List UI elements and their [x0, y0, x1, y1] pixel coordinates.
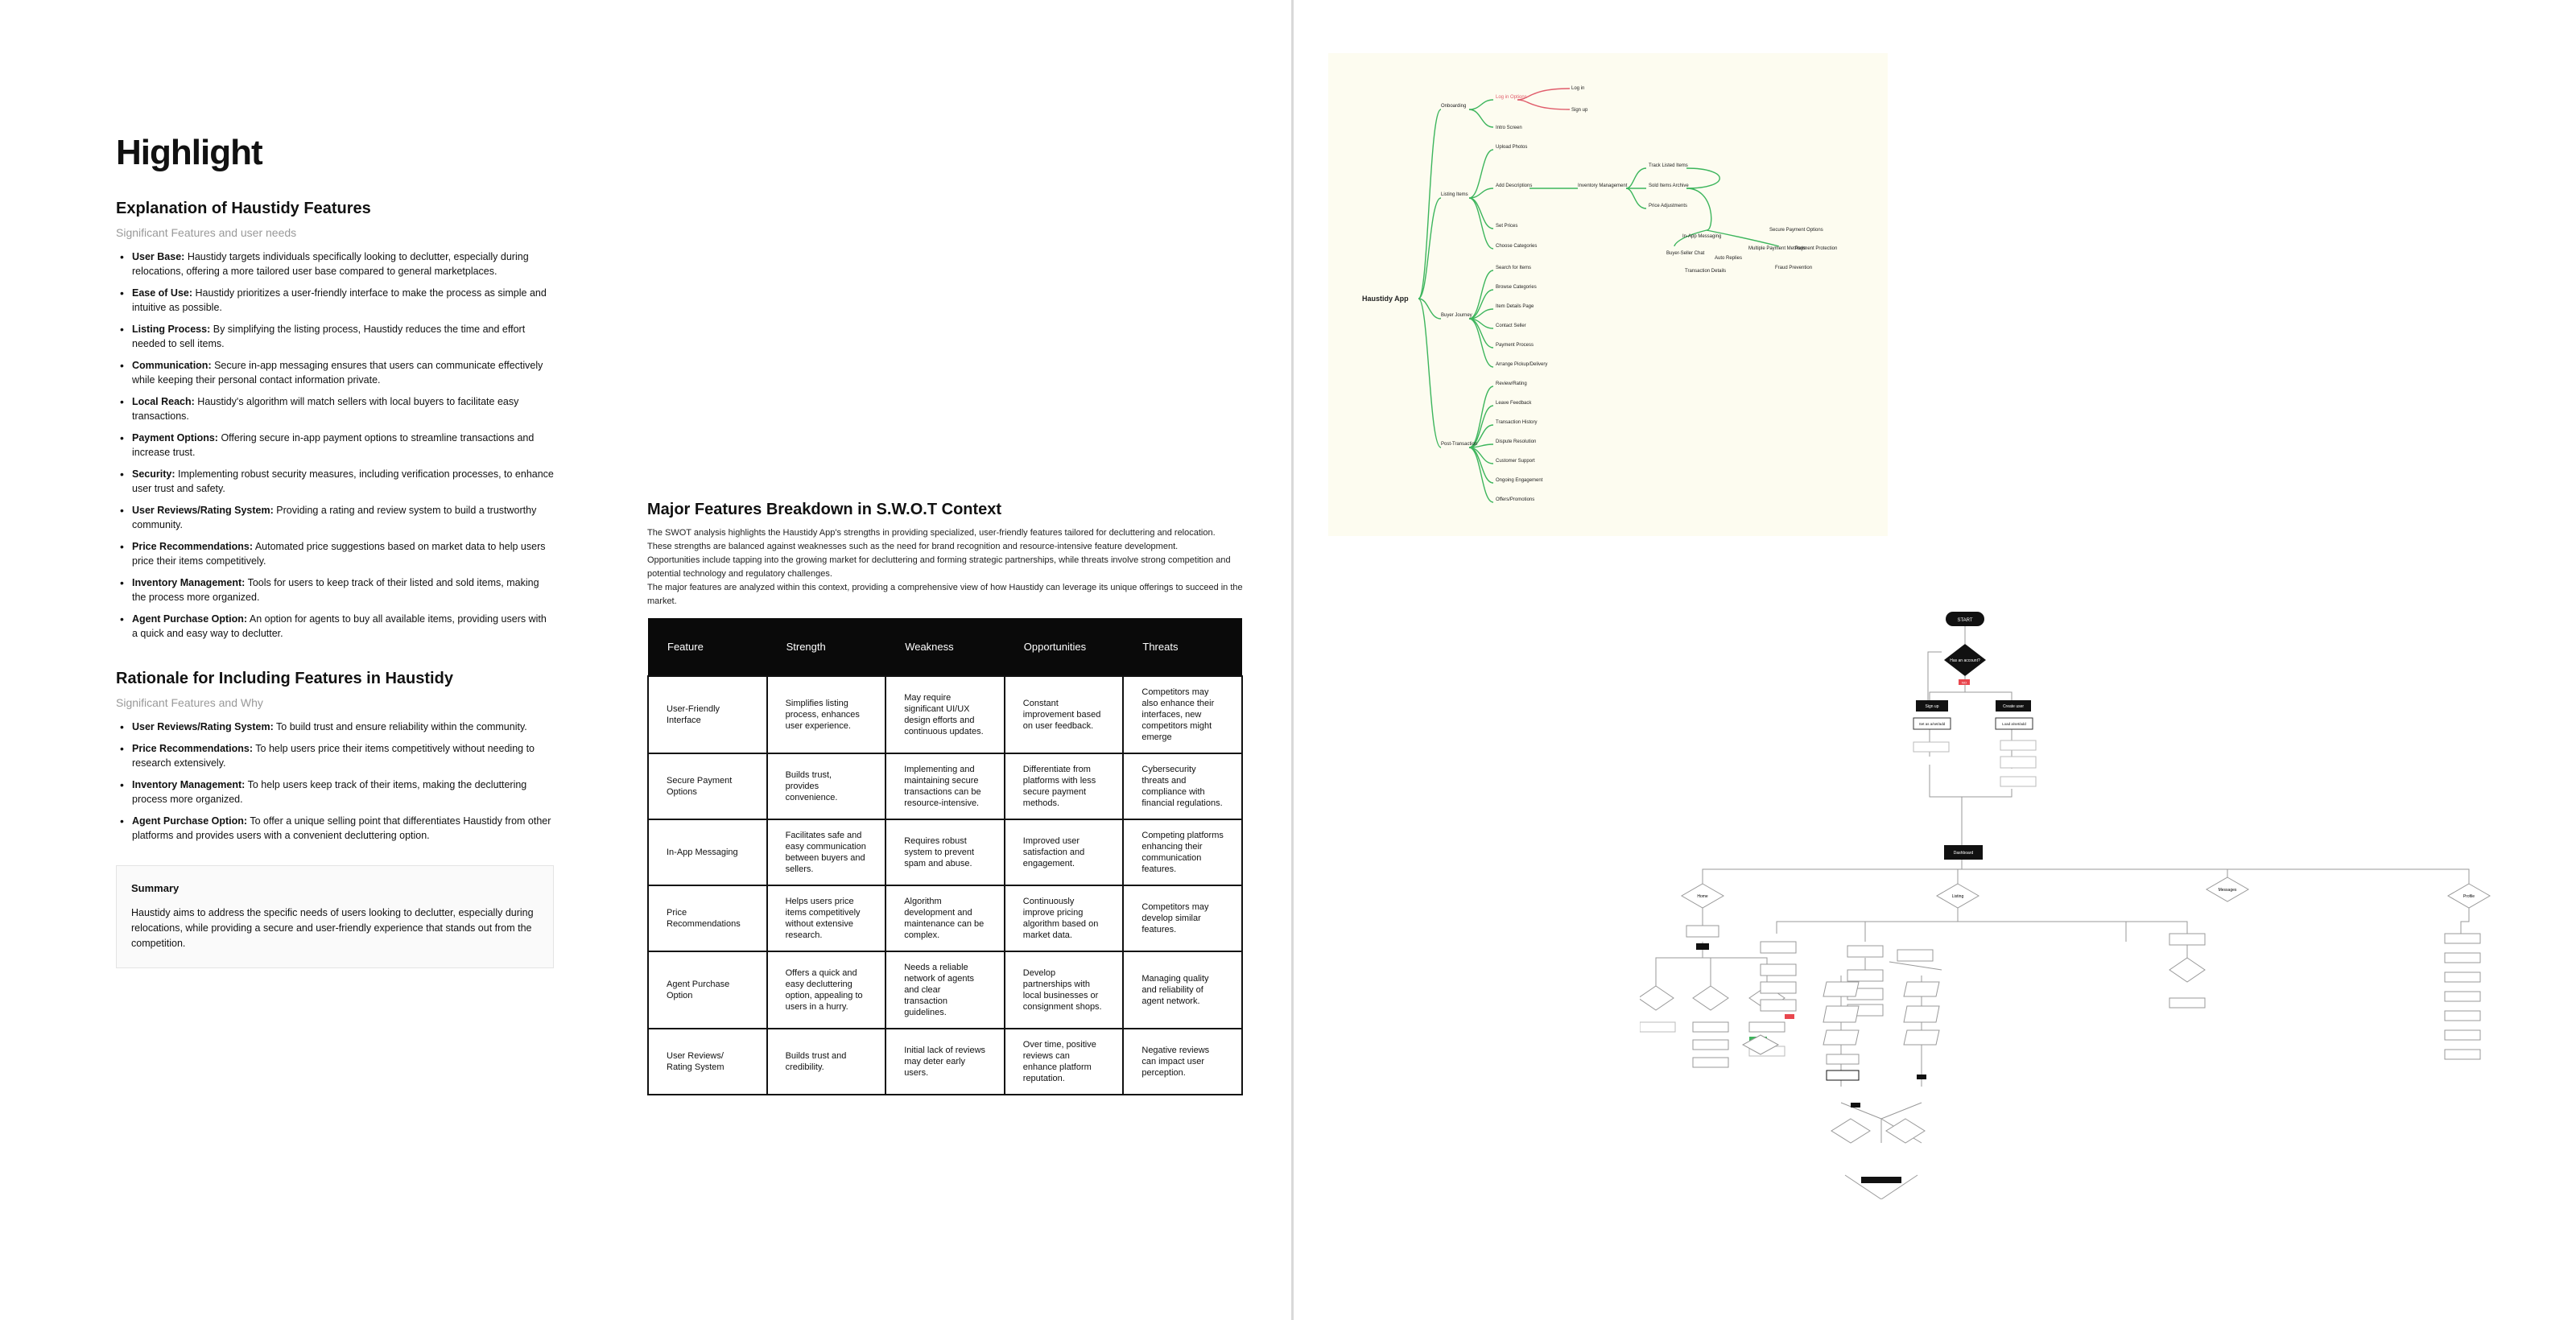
mindmap-node: Intro Screen: [1496, 126, 1522, 130]
flowchart-diagram: [1640, 604, 2525, 1199]
flow-decision-label: Profile: [2462, 894, 2475, 899]
mindmap-node: Post-Transaction: [1441, 442, 1478, 447]
mindmap-node: Leave Feedback: [1496, 401, 1532, 406]
flow-end: [1861, 1177, 1901, 1183]
table-row: [648, 819, 1242, 885]
flow-node: [2445, 1050, 2480, 1059]
table-row: [648, 1029, 1242, 1095]
flow-node: [2000, 777, 2036, 786]
table-row: [648, 676, 1242, 753]
list-item: • User Base: Haustidy targets individuals specifically looking to declutter, especially during relocations, offering a more tailored user base compared to general marketplaces.: [116, 250, 554, 278]
table-cell: User Reviews/ Rating System: [648, 1029, 767, 1095]
flow-node: [2445, 953, 2480, 963]
flow-decision: [1831, 1119, 1870, 1143]
flow-parallelogram: [1823, 1006, 1859, 1022]
mindmap-node: Dispute Resolution: [1496, 439, 1537, 444]
list-item: • Price Recommendations: To help users price their items competitively without needing to research extensively.: [116, 741, 554, 770]
mindmap-node: Log in: [1571, 86, 1585, 91]
flow-node: [1749, 1022, 1785, 1032]
table-cell: Facilitates safe and easy communication between buyers and sellers.: [767, 819, 886, 885]
flow-connectors: [1656, 626, 2469, 1199]
flow-node: [2445, 1011, 2480, 1021]
table-cell: Improved user satisfaction and engagement.: [1005, 819, 1124, 885]
flow-node-label: Set as a/set/add: [1918, 722, 1946, 726]
swot-table: [647, 618, 1243, 1095]
flow-node: [2169, 998, 2205, 1008]
mindmap-node: Buyer Journey: [1441, 313, 1472, 318]
flow-node: [2000, 757, 2036, 768]
flow-node: [1761, 942, 1796, 953]
flow-parallelogram: [1904, 1006, 1939, 1022]
flow-node-label: Create user: [2002, 704, 2025, 709]
flow-node-label: Sign up: [1925, 704, 1939, 709]
flow-node: [2445, 972, 2480, 982]
table-cell: Competitors may develop similar features.: [1123, 885, 1242, 951]
flow-parallelogram: [1823, 1030, 1859, 1045]
mindmap-node: Contact Seller: [1496, 324, 1526, 328]
flow-node: [1696, 943, 1709, 950]
flow-node: [1897, 950, 1933, 961]
mindmap-node: Item Details Page: [1496, 304, 1534, 309]
table-cell: User-Friendly Interface: [648, 676, 767, 753]
flow-start-label: START: [1957, 618, 1973, 623]
table-cell: Implementing and maintaining secure transactions can be resource-intensive.: [886, 753, 1005, 819]
table-cell: In-App Messaging: [648, 819, 767, 885]
flow-node: [1640, 1022, 1675, 1032]
table-cell: Develop partnerships with local businesses or consignment shops.: [1005, 951, 1124, 1029]
table-cell: Initial lack of reviews may deter early users.: [886, 1029, 1005, 1095]
flow-node: [1827, 1070, 1859, 1080]
flow-node: [1693, 1040, 1728, 1050]
flow-parallelogram: [1904, 982, 1939, 996]
table-cell: Cybersecurity threats and compliance with financial regulations.: [1123, 753, 1242, 819]
list-item: • User Reviews/Rating System: To build trust and ensure reliability within the community.: [116, 720, 554, 734]
intro-line: These strengths are balanced against weaknesses such as the need for brand recognition and resource-intensive feature development.: [647, 542, 1179, 551]
flow-node: [1693, 1022, 1728, 1032]
summary-text: Haustidy aims to address the specific needs of users looking to declutter, especially during relocations, while providing a secure and user-friendly experience that stands out from the competition.: [131, 907, 534, 949]
table-header-row: [648, 618, 1242, 676]
mindmap-node: Set Prices: [1496, 224, 1518, 229]
table-cell: Offers a quick and easy decluttering option, appealing to users in a hurry.: [767, 951, 886, 1029]
mindmap-node: Add Descriptions: [1496, 184, 1533, 188]
flow-parallelogram: [1904, 1030, 1939, 1045]
flow-node: [1851, 1103, 1860, 1108]
summary-title: Summary: [131, 882, 180, 894]
page-title: Highlight: [116, 133, 262, 172]
mindmap-node: Transaction History: [1496, 420, 1538, 425]
column-header: Weakness: [886, 618, 1005, 676]
mindmap-node: Log in Options: [1496, 95, 1527, 100]
list-item: • Price Recommendations: Automated price suggestions based on market data to help users price their items competitively.: [116, 539, 554, 568]
mindmap-node: Price Adjustments: [1649, 204, 1688, 208]
list-item: • User Reviews/Rating System: Providing a rating and review system to build a trustworthy community.: [116, 503, 554, 532]
table-cell: Agent Purchase Option: [648, 951, 767, 1029]
table-cell: Over time, positive reviews can enhance platform reputation.: [1005, 1029, 1124, 1095]
mindmap-node: Sold Items Archive: [1649, 184, 1689, 188]
list-item: • Agent Purchase Option: To offer a unique selling point that differentiates Haustidy from other platforms and provides users with a convenient decluttering option.: [116, 814, 554, 843]
mindmap-node: Track Listed Items: [1649, 163, 1688, 168]
intro-line: Opportunities include tapping into the growing market for decluttering and forming strategic partnerships, while threats involve strong competition and potential technology and regulatory challenges.: [647, 555, 1231, 579]
list-item: • Payment Options: Offering secure in-app payment options to streamline transactions and increase trust.: [116, 431, 554, 460]
flow-node: [2169, 934, 2205, 945]
table-cell: Constant improvement based on user feedback.: [1005, 676, 1124, 753]
list-item: • Ease of Use: Haustidy prioritizes a user-friendly interface to make the process as simple and intuitive as possible.: [116, 286, 554, 315]
rationale-subtitle: Significant Features and Why: [116, 696, 263, 709]
table-cell: Competitors may also enhance their interfaces, new competitors might emerge: [1123, 676, 1242, 753]
document-page-right: [1294, 0, 2576, 1320]
table-cell: Managing quality and reliability of agent network.: [1123, 951, 1242, 1029]
mindmap-node: Auto Replies: [1715, 256, 1743, 261]
table-cell: Secure Payment Options: [648, 753, 767, 819]
intro-line: The SWOT analysis highlights the Haustidy App's strengths in providing specialized, user-friendly features tailored for decluttering and relocation.: [647, 528, 1216, 538]
mindmap-diagram: [1328, 53, 1888, 536]
table-cell: Builds trust and credibility.: [767, 1029, 886, 1095]
table-cell: Builds trust, provides convenience.: [767, 753, 886, 819]
mindmap-node: Offers/Promotions: [1496, 497, 1535, 502]
column-header: Opportunities: [1005, 618, 1124, 676]
table-row: [648, 753, 1242, 819]
table-cell: Continuously improve pricing algorithm based on market data.: [1005, 885, 1124, 951]
rationale-list: [116, 720, 554, 843]
flow-node: [2000, 740, 2036, 750]
mindmap-node: Secure Payment Options: [1769, 228, 1823, 233]
list-item: • Listing Process: By simplifying the listing process, Haustidy reduces the time and effort needed to sell items.: [116, 322, 554, 351]
explanation-subtitle: Significant Features and user needs: [116, 226, 297, 239]
flow-tag-red: [1785, 1014, 1794, 1019]
flow-node: [1827, 1054, 1859, 1064]
flow-no-label: NO: [1962, 680, 1967, 685]
mindmap-node: Customer Support: [1496, 459, 1535, 464]
column-header: Feature: [648, 618, 767, 676]
table-cell: Algorithm development and maintenance can be complex.: [886, 885, 1005, 951]
list-item: • Inventory Management: To help users keep track of their items, making the decluttering process more organized.: [116, 778, 554, 806]
mindmap-node: Arrange Pickup/Delivery: [1496, 362, 1548, 367]
table-cell: Needs a reliable network of agents and clear transaction guidelines.: [886, 951, 1005, 1029]
flow-decision-label: Has an account?: [1950, 658, 1980, 663]
swot-intro: [647, 526, 1243, 608]
table-cell: Helps users price items competitively without extensive research.: [767, 885, 886, 951]
flow-decision-label: Listing: [1951, 894, 1964, 899]
mindmap-node: Buyer-Seller Chat: [1666, 251, 1705, 256]
mindmap-node: Multiple Payment Methods: [1748, 246, 1806, 251]
column-header: Strength: [767, 618, 886, 676]
intro-line: The major features are analyzed within this context, providing a comprehensive view of how Haustidy can leverage its unique offerings to succeed in the market.: [647, 583, 1243, 606]
list-item: • Local Reach: Haustidy's algorithm will match sellers with local buyers to facilitate easy transactions.: [116, 394, 554, 423]
feature-list: [116, 250, 554, 641]
flow-node: [1847, 970, 1883, 981]
table-row: [648, 885, 1242, 951]
summary-box: [116, 865, 554, 968]
flow-decision: [1693, 986, 1728, 1010]
mindmap-node: Browse Categories: [1496, 285, 1537, 290]
flow-node: [2445, 992, 2480, 1001]
flow-node: [1761, 1000, 1796, 1011]
flow-node: [2445, 1030, 2480, 1040]
mindmap-node: Sign up: [1571, 108, 1588, 113]
flow-node: [1686, 926, 1719, 937]
swot-section: [647, 499, 1243, 1095]
flow-node: [1761, 982, 1796, 993]
mindmap-node: Onboarding: [1441, 104, 1467, 109]
table-cell: Price Recommendations: [648, 885, 767, 951]
swot-title: Major Features Breakdown in S.W.O.T Context: [647, 501, 1002, 518]
mindmap-node: In-App Messaging: [1682, 234, 1722, 239]
table-cell: Simplifies listing process, enhances user experience.: [767, 676, 886, 753]
flow-decision-label: Messages: [2218, 888, 2237, 893]
flow-node: [1693, 1058, 1728, 1067]
list-item: • Security: Implementing robust security measures, including verification processes, to enhance user trust and safety.: [116, 467, 554, 496]
mindmap-node: Choose Categories: [1496, 244, 1538, 249]
flow-decision: [1886, 1119, 1925, 1143]
highlight-column: [116, 129, 554, 968]
mindmap-node: Fraud Prevention: [1775, 266, 1813, 270]
rationale-title: Rationale for Including Features in Haustidy: [116, 670, 453, 687]
table-cell: Requires robust system to prevent spam and abuse.: [886, 819, 1005, 885]
mindmap-node: Payment Protection: [1795, 246, 1838, 251]
mindmap-node: Inventory Management: [1578, 184, 1628, 188]
mindmap-connectors: [1418, 89, 1779, 502]
flow-decision: [1640, 986, 1674, 1010]
mindmap-node: Search for Items: [1496, 266, 1532, 270]
mindmap-node: Transaction Details: [1685, 269, 1727, 274]
flow-decision-label: Home: [1697, 894, 1708, 899]
flow-parallelogram: [1823, 982, 1859, 996]
flow-node: [1761, 964, 1796, 976]
table-row: [648, 951, 1242, 1029]
flow-node: [1917, 1075, 1926, 1079]
flow-decision: [2169, 958, 2205, 982]
list-item: • Inventory Management: Tools for users to keep track of their listed and sold items, making the process more organized.: [116, 575, 554, 604]
table-cell: Negative reviews can impact user perception.: [1123, 1029, 1242, 1095]
flow-node: [1847, 946, 1883, 957]
mindmap-node: Ongoing Engagement: [1496, 478, 1543, 483]
table-cell: Differentiate from platforms with less secure payment methods.: [1005, 753, 1124, 819]
column-header: Threats: [1123, 618, 1242, 676]
mindmap-node: Upload Photos: [1496, 145, 1528, 150]
mindmap-root: Haustidy App: [1362, 295, 1409, 303]
table-cell: May require significant UI/UX design efforts and continuous updates.: [886, 676, 1005, 753]
mindmap-node: Listing Items: [1441, 192, 1468, 197]
explanation-title: Explanation of Haustidy Features: [116, 200, 371, 217]
mindmap-node: Review/Rating: [1496, 382, 1527, 386]
flow-dashboard-label: Dashboard: [1953, 851, 1974, 856]
flow-node: [1913, 742, 1949, 752]
list-item: • Agent Purchase Option: An option for agents to buy all available items, providing users with a quick and easy way to declutter.: [116, 612, 554, 641]
flow-node-label: Load a/set/add: [2002, 722, 2026, 726]
mindmap-node: Payment Process: [1496, 343, 1534, 348]
table-cell: Competing platforms enhancing their communication features.: [1123, 819, 1242, 885]
flow-node: [2445, 934, 2480, 943]
list-item: • Communication: Secure in-app messaging ensures that users can communicate effectively while keeping their personal contact information private.: [116, 358, 554, 387]
